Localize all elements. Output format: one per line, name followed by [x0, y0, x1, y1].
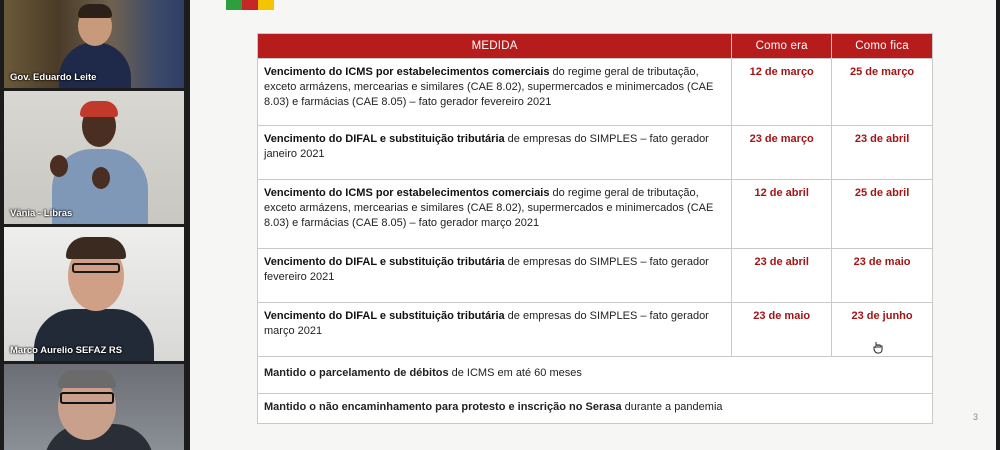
measure-cell: [258, 126, 732, 180]
participant-name: Vânia - Libras: [10, 208, 73, 219]
header-before: Como era: [732, 34, 832, 59]
header-measure: MEDIDA: [258, 34, 732, 59]
note-bold: Mantido o parcelamento de débitos: [264, 367, 449, 379]
flag-logo-strip: [226, 0, 274, 10]
before-date: 23 de maio: [732, 303, 832, 357]
participant-tile-libras[interactable]: [4, 91, 184, 224]
measure-cell: [258, 249, 732, 303]
participant-video: [4, 91, 184, 224]
measure-text: do regime geral de tributação, exceto armázens, mercearias e similares (CAE 8.02), supermercados e minimercados (CAE 8.03) e farmácias (CAE 8.05) – fato gerador março 2021: [264, 187, 714, 229]
measure-text: de empresas do SIMPLES – fato gerador fevereiro 2021: [264, 256, 709, 283]
after-date: 23 de maio: [832, 249, 933, 303]
table-row: [258, 126, 933, 180]
measure-bold: Vencimento do DIFAL e substituição tributária: [264, 256, 505, 268]
before-date: 12 de abril: [732, 180, 832, 249]
measure-bold: Vencimento do DIFAL e substituição tributária: [264, 133, 505, 145]
participant-tile-fourth[interactable]: [4, 364, 184, 450]
measure-text: do regime geral de tributação, exceto armázens, mercearias e similares (CAE 8.02), supermercados e minimercados (CAE 8.03) e farmácias (CAE 8.05) – fato gerador fevereiro 2021: [264, 66, 714, 108]
measure-bold: Vencimento do ICMS por estabelecimentos comerciais: [264, 66, 550, 78]
logo-color-yellow: [258, 0, 274, 10]
note-text: de ICMS em até 60 meses: [448, 367, 582, 379]
measure-text: de empresas do SIMPLES – fato gerador março 2021: [264, 310, 709, 337]
table-row: [258, 180, 933, 249]
table-header-row: [258, 34, 933, 59]
before-date: 23 de abril: [732, 249, 832, 303]
after-date: 23 de junho: [832, 303, 933, 357]
measure-bold: Vencimento do ICMS por estabelecimentos comerciais: [264, 187, 550, 199]
before-date: 23 de março: [732, 126, 832, 180]
hand-cursor-icon: [873, 341, 884, 354]
logo-color-green: [226, 0, 242, 10]
note-cell: [258, 394, 933, 424]
participant-video: [4, 227, 184, 361]
slide-page-number: 3: [972, 412, 978, 422]
logo-color-red: [242, 0, 258, 10]
before-date: 12 de março: [732, 59, 832, 126]
measure-cell: [258, 303, 732, 357]
note-bold: Mantido o não encaminhamento para protesto e inscrição no Serasa: [264, 401, 622, 413]
note-cell: [258, 357, 933, 394]
measure-text: de empresas do SIMPLES – fato gerador janeiro 2021: [264, 133, 709, 160]
participant-tile-sefaz[interactable]: [4, 227, 184, 361]
table-row: [258, 249, 933, 303]
after-date: 25 de abril: [832, 180, 933, 249]
measures-table: [257, 33, 933, 424]
participant-sidebar: [0, 0, 188, 450]
measure-bold: Vencimento do DIFAL e substituição tributária: [264, 310, 505, 322]
participant-name: Marco Aurelio SEFAZ RS: [10, 345, 123, 356]
header-after: Como fica: [832, 34, 933, 59]
participant-tile-governor[interactable]: [4, 0, 184, 88]
shared-slide: [190, 0, 996, 450]
table-row: [258, 303, 933, 357]
note-text: durante a pandemia: [621, 401, 723, 413]
table-row: [258, 59, 933, 126]
measure-cell: [258, 180, 732, 249]
participant-video: [4, 364, 184, 450]
table-row: [258, 357, 933, 394]
measure-cell: [258, 59, 732, 126]
table-row: [258, 394, 933, 424]
after-date: 23 de abril: [832, 126, 933, 180]
after-date: 25 de março: [832, 59, 933, 126]
participant-name: Gov. Eduardo Leite: [10, 72, 97, 83]
